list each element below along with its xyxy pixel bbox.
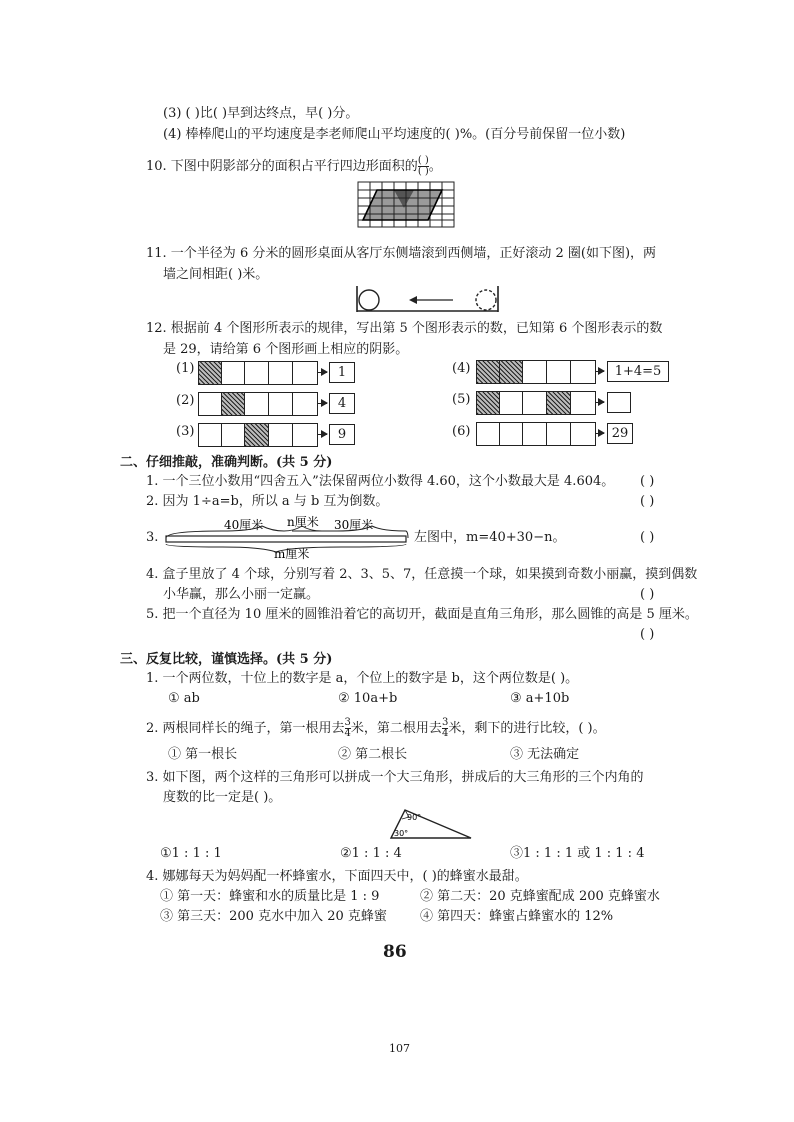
part3-q4: 4. 娜娜每天为妈妈配一杯蜂蜜水，下面四天中，( )的蜂蜜水最甜。	[146, 869, 528, 884]
segment-label-a: 40厘米	[224, 518, 264, 532]
q1-option-2[interactable]: ② 10a+b	[338, 691, 398, 706]
figure-3-label: (3)	[176, 424, 195, 439]
q2-fraction-1: $\frac{3}{4}$	[344, 717, 351, 739]
figure-2-answer: 4	[329, 393, 355, 414]
figure-4-strip	[476, 360, 596, 384]
figure-1-label: (1)	[176, 361, 195, 376]
segment-label-b: 30厘米	[334, 518, 374, 532]
angle-90-label: 90°	[407, 813, 422, 822]
q4-option-4[interactable]: ④ 第四天：蜂蜜占蜂蜜水的 12%	[420, 909, 614, 924]
q1-option-1[interactable]: ① ab	[168, 691, 200, 706]
q10-text: 10. 下图中阴影部分的面积占平行四边形面积的 $\frac{( )}{( )}$ 。	[146, 155, 442, 177]
figure-1-strip	[198, 361, 318, 385]
segment-diagram	[162, 514, 412, 560]
footer-number: 107	[389, 1042, 410, 1055]
parallelogram-grid	[356, 180, 456, 230]
part2-item4-line1: 4. 盒子里放了 4 个球，分别写着 2、3、5、7，任意摸一个球，如果摸到奇数小丽赢，摸到偶数	[146, 567, 698, 582]
part3-q1: 1. 一个两位数，十位上的数字是 a，个位上的数字是 b，这个两位数是( )。	[146, 671, 579, 686]
page-number: 86	[383, 942, 407, 962]
part3-title: 三、反复比较，谨慎选择。(共 5 分)	[120, 652, 333, 667]
figure-5-label: (5)	[452, 392, 471, 407]
figure-6-strip[interactable]	[476, 422, 596, 446]
q3-option-2[interactable]: ②1 : 1 : 4	[340, 846, 402, 861]
judge-paren-3[interactable]: ( )	[640, 530, 655, 545]
angle-30-label: 30°	[394, 829, 409, 838]
q9-line4: (4) 棒棒爬山的平均速度是李老师爬山平均速度的( )%。(百分号前保留一位小数)	[163, 127, 626, 142]
q4-option-1[interactable]: ① 第一天：蜂蜜和水的质量比是 1 : 9	[160, 889, 380, 904]
part3-q3-line2: 度数的比一定是( )。	[163, 790, 282, 805]
judge-paren-1[interactable]: ( )	[640, 474, 655, 489]
q10-fraction[interactable]: $\frac{( )}{( )}$	[417, 155, 429, 177]
part3-q2: 2. 两根同样长的绳子，第一根用去 $\frac{3}{4}$ 米，第二根用去 $\frac{3}{4}$ 米，剩下的进行比较，( )。	[146, 717, 606, 739]
figure-6-answer: 29	[607, 423, 633, 444]
q11-line2: 墙之间相距( )米。	[163, 267, 269, 282]
part2-item3-tail: 左图中，m=40+30−n。	[414, 530, 566, 545]
figure-5-strip	[476, 391, 596, 415]
figure-2-strip	[198, 392, 318, 416]
judge-paren-4[interactable]: ( )	[640, 587, 655, 602]
segment-label-n: n厘米	[287, 515, 319, 529]
part2-title: 二、仔细推敲，准确判断。(共 5 分)	[120, 455, 333, 470]
q9-line3: (3) ( )比( )早到达终点，早( )分。	[163, 106, 359, 121]
figure-6-label: (6)	[452, 424, 471, 439]
q2-option-3[interactable]: ③ 无法确定	[510, 747, 580, 762]
q4-option-2[interactable]: ② 第二天：20 克蜂蜜配成 200 克蜂蜜水	[420, 889, 660, 904]
part2-item1: 1. 一个三位小数用“四舍五入”法保留两位小数得 4.60，这个小数最大是 4.604。	[146, 474, 615, 489]
q3-option-1[interactable]: ①1 : 1 : 1	[160, 846, 222, 861]
right-triangle	[385, 806, 475, 842]
figure-2-label: (2)	[176, 393, 195, 408]
q3-option-3[interactable]: ③1 : 1 : 1 或 1 : 1 : 4	[510, 846, 645, 861]
figure-5-answer[interactable]	[607, 392, 631, 413]
rolling-table-diagram	[353, 284, 503, 316]
q12-line1: 12. 根据前 4 个图形所表示的规律，写出第 5 个图形表示的数，已知第 6 个图形表示的数	[146, 321, 663, 336]
judge-paren-5[interactable]: ( )	[640, 627, 655, 642]
judge-paren-2[interactable]: ( )	[640, 494, 655, 509]
part2-item5: 5. 把一个直径为 10 厘米的圆锥沿着它的高切开，截面是直角三角形，那么圆锥的高是 5 厘米。	[146, 607, 698, 622]
figure-4-answer: 1+4=5	[607, 361, 669, 382]
part2-item4-line2: 小华赢，那么小丽一定赢。	[163, 587, 320, 602]
segment-label-m: m厘米	[274, 547, 310, 560]
figure-3-strip	[198, 423, 318, 447]
q11-line1: 11. 一个半径为 6 分米的圆形桌面从客厅东侧墙滚到西侧墙，正好滚动 2 圈(如下图)，两	[146, 246, 657, 261]
q1-option-3[interactable]: ③ a+10b	[510, 691, 570, 706]
q4-option-3[interactable]: ③ 第三天：200 克水中加入 20 克蜂蜜	[160, 909, 387, 924]
q2-option-1[interactable]: ① 第一根长	[168, 747, 238, 762]
q2-fraction-2: $\frac{3}{4}$	[441, 717, 449, 739]
q2-option-2[interactable]: ② 第二根长	[338, 747, 408, 762]
part3-q3-line1: 3. 如下图，两个这样的三角形可以拼成一个大三角形，拼成后的大三角形的三个内角的	[146, 770, 644, 785]
part2-item2: 2. 因为 1÷a=b，所以 a 与 b 互为倒数。	[146, 494, 389, 509]
figure-1-answer: 1	[329, 362, 355, 383]
part2-item3-num: 3.	[146, 530, 159, 545]
figure-4-label: (4)	[452, 361, 471, 376]
q12-line2: 是 29，请给第 6 个图形画上相应的阴影。	[163, 342, 409, 357]
figure-3-answer: 9	[329, 424, 355, 445]
